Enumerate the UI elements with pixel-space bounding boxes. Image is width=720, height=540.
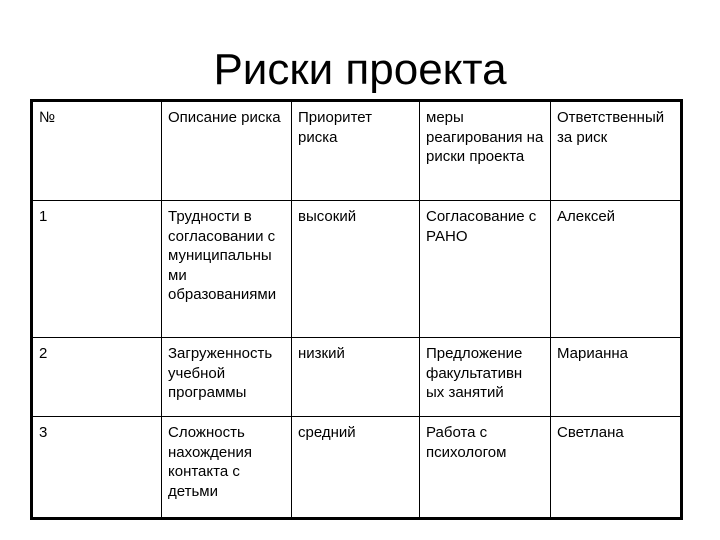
cell-responsible: Светлана (551, 417, 682, 519)
table-row (32, 338, 682, 417)
cell-number: 3 (32, 417, 162, 519)
table-row (32, 201, 682, 338)
header-risk-description: Описание риска (162, 101, 292, 201)
table-row (32, 417, 682, 519)
cell-risk-priority: низкий (292, 338, 420, 417)
cell-responsible: Марианна (551, 338, 682, 417)
cell-risk-description: Сложность нахождения контакта с детьми (162, 417, 292, 519)
slide-title: Риски проекта (213, 45, 507, 94)
cell-risk-description: Трудности в согласовании с муниципальны ми образованиями (162, 201, 292, 338)
risks-table (30, 99, 683, 520)
cell-response-measures: Согласование с РАНО (420, 201, 551, 338)
cell-risk-description: Загруженность учебной программы (162, 338, 292, 417)
header-number: № (32, 101, 162, 201)
header-risk-priority: Приоритет риска (292, 101, 420, 201)
cell-risk-priority: высокий (292, 201, 420, 338)
cell-risk-priority: средний (292, 417, 420, 519)
table-header-row (32, 101, 682, 201)
header-response-measures: меры реагирования на риски проекта (420, 101, 551, 201)
cell-number: 2 (32, 338, 162, 417)
cell-responsible: Алексей (551, 201, 682, 338)
cell-response-measures: Работа с психологом (420, 417, 551, 519)
cell-response-measures: Предложение факультативн ых занятий (420, 338, 551, 417)
cell-number: 1 (32, 201, 162, 338)
header-responsible: Ответственный за риск (551, 101, 682, 201)
